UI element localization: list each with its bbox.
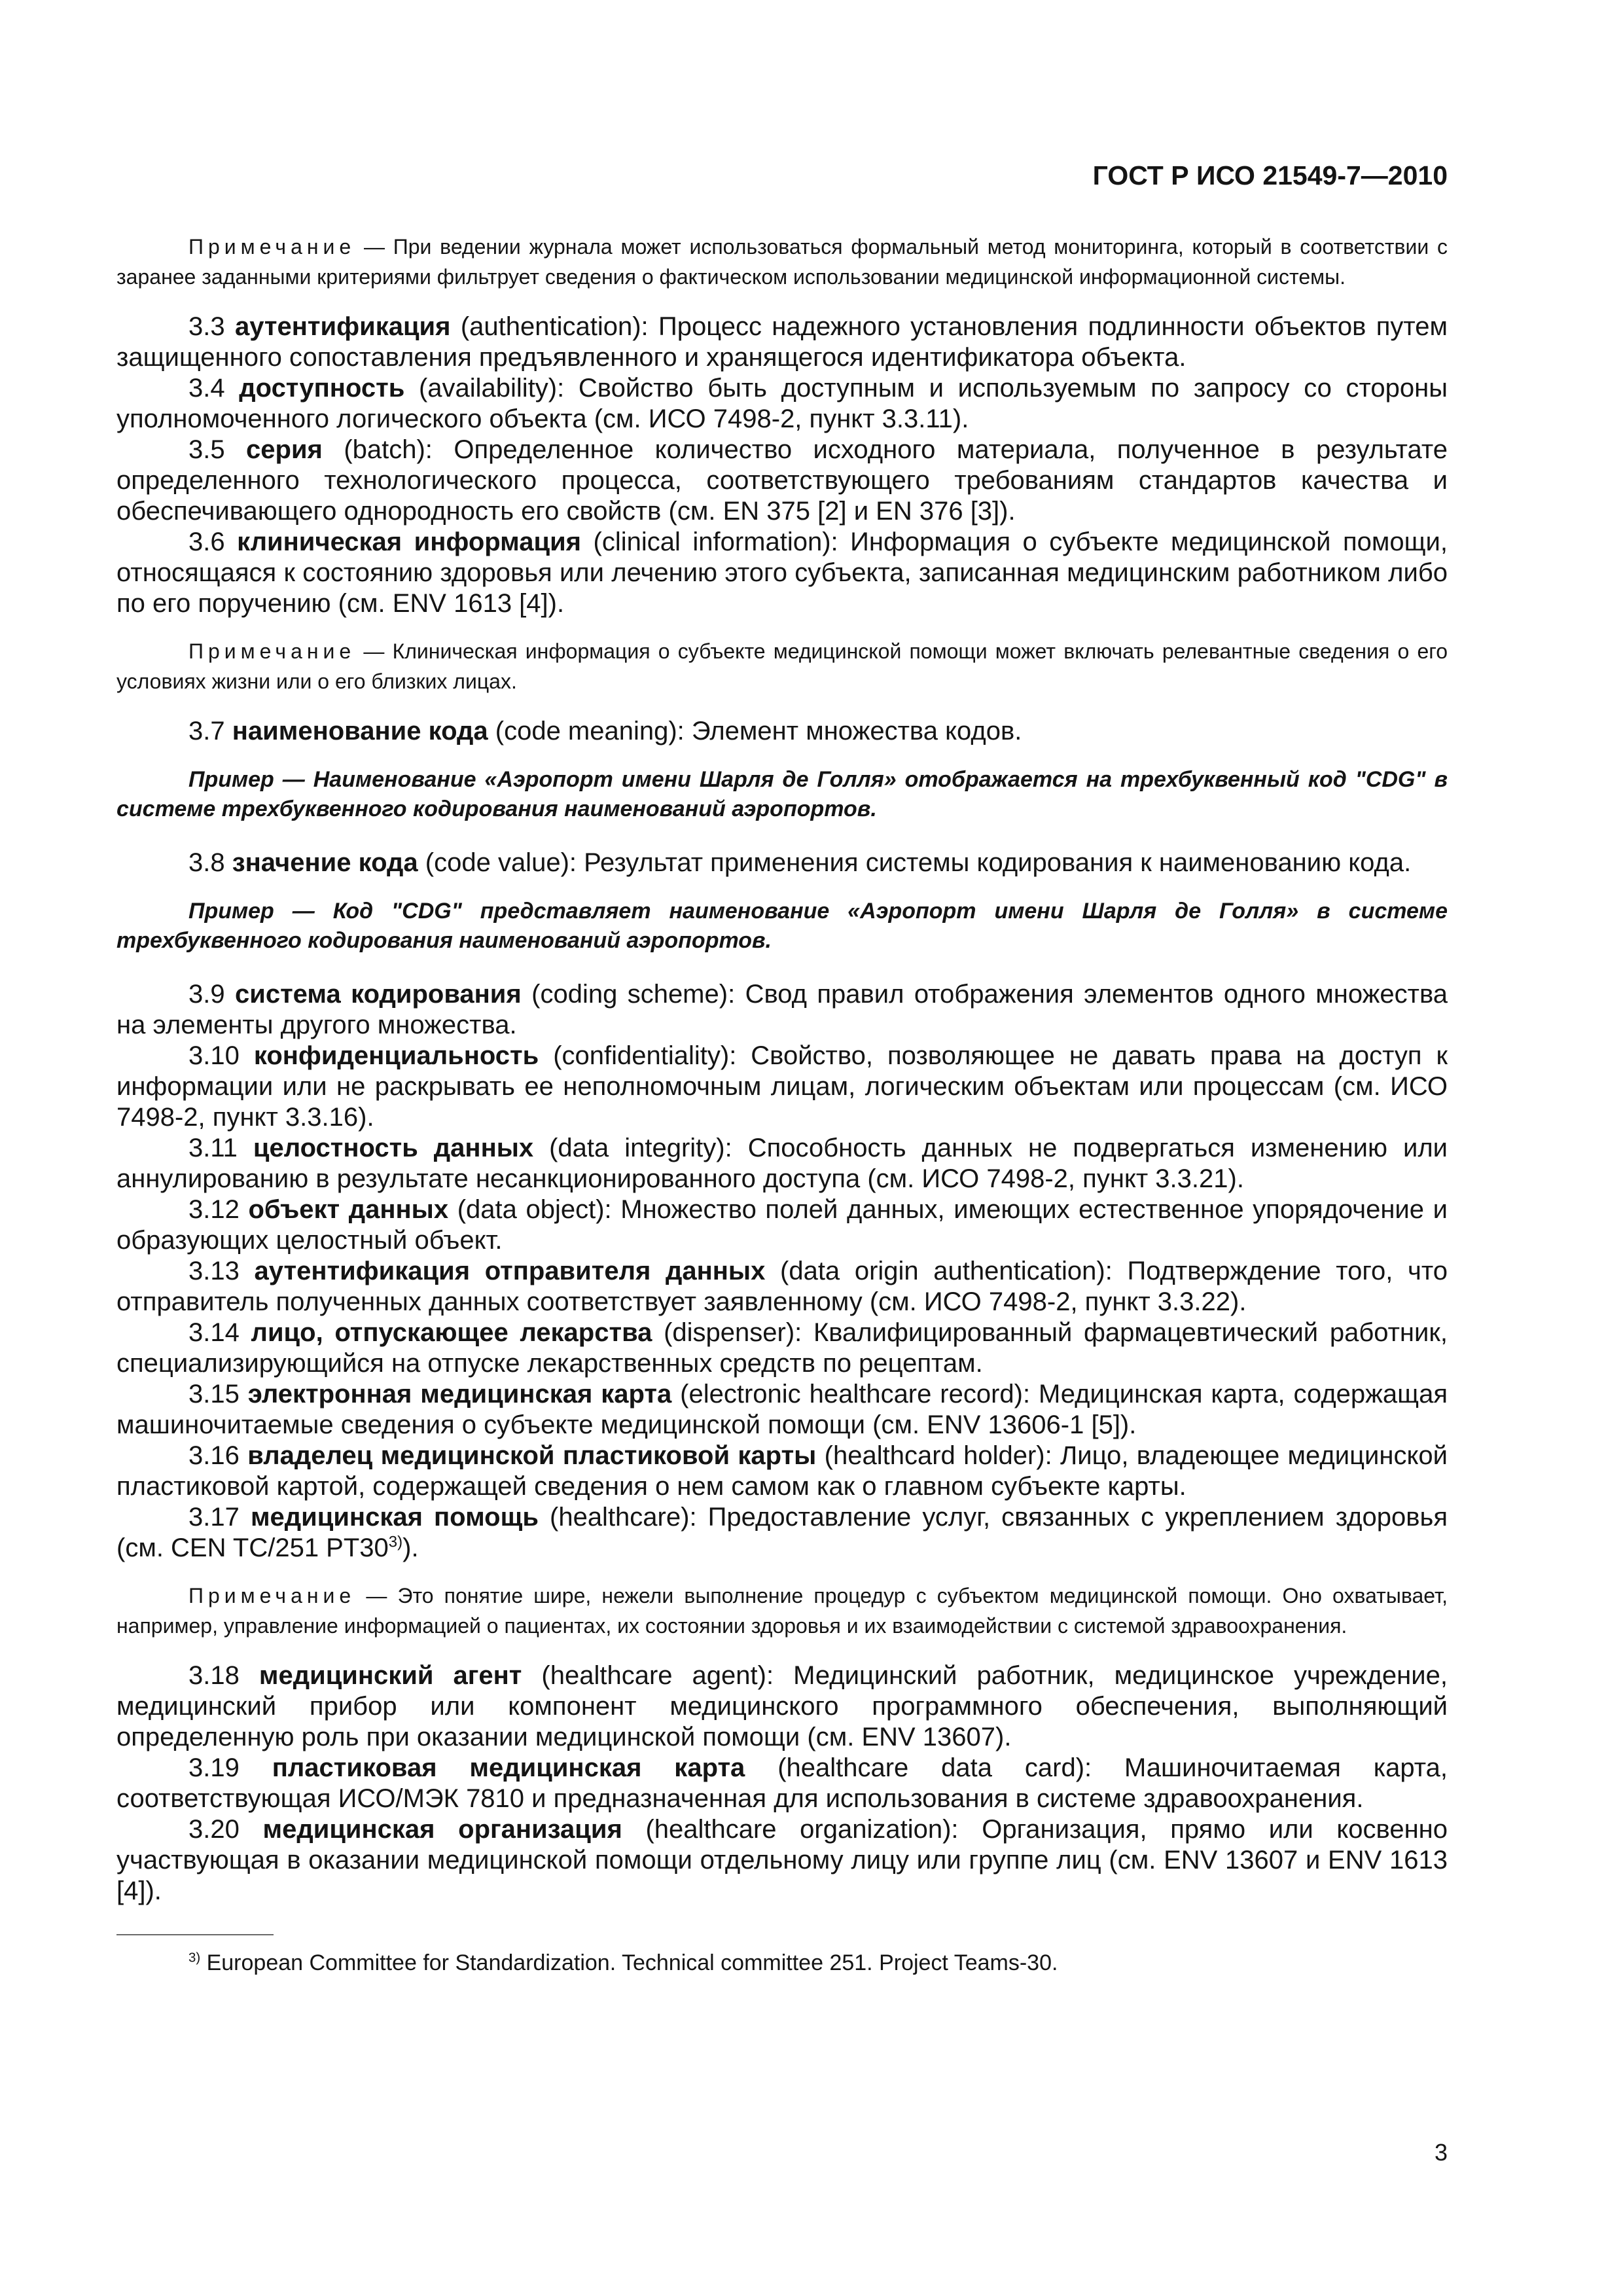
note-label: Примечание — [188, 1584, 356, 1607]
term-3-14: 3.14 лицо, отпускающее лекарства (dispenser): Квалифицированный фармацевтический работник, специализирующийся на отпуске лекарственных средств по рецептам. — [116, 1318, 1448, 1378]
note-label: Примечание — [188, 235, 356, 259]
footnote-divider — [116, 1934, 274, 1935]
example-1: Пример — Наименование «Аэропорт имени Шарля де Голля» отображается на трехбуквенный код "CDG" в системе трехбуквенного кодирования наименований аэропортов. — [116, 767, 1448, 821]
footnote: $^{3)}$ European Committee for Standardization. Technical committee 251. Project Teams-30. — [188, 1950, 1058, 1975]
note-2: Примечание — Клиническая информация о субъекте медицинской помощи может включать релевантные сведения о его условиях жизни или о его близких лицах. — [116, 639, 1448, 693]
term-3-7: 3.7 наименование кода (code meaning): Элемент множества кодов. — [188, 717, 1022, 745]
term-3-9: 3.9 система кодирования (coding scheme): Свод правил отображения элементов одного множества на элементы другого множества. — [116, 980, 1448, 1039]
page-number: 3 — [1434, 2139, 1448, 2166]
term-3-4: 3.4 доступность (availability): Свойство быть доступным и используемым по запросу со стороны уполномоченного логического объекта (см. ИСО 7498-2, пункт 3.3.11). — [116, 374, 1448, 433]
term-3-5: 3.5 серия (batch): Определенное количество исходного материала, полученное в результате определенного технологического процесса, соответствующего требованиям стандартов качества и обеспечивающего однородность его свойств (см. EN 375 [2] и EN 376 [3]). — [116, 435, 1448, 526]
term-3-18: 3.18 медицинский агент (healthcare agent): Медицинский работник, медицинское учреждение, медицинский прибор или компонент медицинского программного обеспечения, выполняющий определенную роль при оказании медицинской помощи (см. ENV 13607). — [116, 1661, 1448, 1751]
term-3-3: 3.3 аутентификация (authentication): Процесс надежного установления подлинности объектов путем защищенного сопоставления предъявленного и хранящегося идентификатора объекта. — [116, 312, 1448, 372]
term-3-10: 3.10 конфиденциальность (confidentiality): Свойство, позволяющее не давать права на доступ к информации или не раскрывать ее неполномочным лицам, логическим объектам или процессам (см. ИСО 7498-2, пункт 3.3.16). — [116, 1041, 1448, 1132]
term-3-20: 3.20 медицинская организация (healthcare organization): Организация, прямо или косвенно участвующая в оказании медицинской помощи отдельному лицу или группе лиц (см. ENV 13607 и ENV 1613 [4]). — [116, 1815, 1448, 1905]
standard-designation: ГОСТ Р ИСО 21549-7—2010 — [1092, 160, 1448, 190]
term-3-8: 3.8 значение кода (code value): Результат применения системы кодирования к наименованию кода. — [188, 848, 1412, 877]
term-3-17: 3.17 медицинская помощь (healthcare): Предоставление услуг, связанных с укреплением здоровья (см. CEN TC/251 PT30$^{3)}$). — [116, 1503, 1448, 1562]
footnote-mark: 3) — [188, 1950, 201, 1965]
term-3-6: 3.6 клиническая информация (clinical information): Информация о субъекте медицинской помощи, относящаяся к состоянию здоровья или лечению этого субъекта, записанная медицинским работником либо по его поручению (см. ENV 1613 [4]). — [116, 528, 1448, 618]
term-3-13: 3.13 аутентификация отправителя данных (data origin authentication): Подтверждение того, что отправитель полученных данных соответствует заявленному (см. ИСО 7498-2, пункт 3.3.22). — [116, 1257, 1448, 1316]
term-3-11: 3.11 целостность данных (data integrity): Способность данных не подвергаться изменению или аннулированию в результате несанкционированного доступа (см. ИСО 7498-2, пункт 3.3.21). — [116, 1134, 1448, 1193]
term-3-16: 3.16 владелец медицинской пластиковой карты (healthcard holder): Лицо, владеющее медицинской пластиковой картой, содержащей сведения о нем самом как о главном субъекте карты. — [116, 1441, 1448, 1501]
note-1: Примечание — При ведении журнала может использоваться формальный метод мониторинга, который в соответствии с заранее заданными критериями фильтрует сведения о фактическом использовании медицинской информационной системы. — [116, 235, 1448, 289]
term-3-12: 3.12 объект данных (data object): Множество полей данных, имеющих естественное упорядочение и образующих целостный объект. — [116, 1195, 1448, 1255]
term-3-19: 3.19 пластиковая медицинская карта (healthcare data card): Машиночитаемая карта, соответствующая ИСО/МЭК 7810 и предназначенная для использования в системе здравоохранения. — [116, 1753, 1448, 1813]
note-label: Примечание — [188, 639, 356, 663]
note-3: Примечание — Это понятие шире, нежели выполнение процедур с субъектом медицинской помощи. Оно охватывает, например, управление информацией о пациентах, их состоянии здоровья и их взаимодействии с системой здравоохранения. — [116, 1584, 1448, 1638]
footnote-reference: 3) — [388, 1533, 403, 1551]
term-3-15: 3.15 электронная медицинская карта (electronic healthcare record): Медицинская карта, содержащая машиночитаемые сведения о субъекте медицинской помощи (см. ENV 13606-1 [5]). — [116, 1380, 1448, 1439]
example-2: Пример — Код "CDG" представляет наименование «Аэропорт имени Шарля де Голля» в системе трехбуквенного кодирования наименований аэропортов. — [116, 899, 1448, 953]
